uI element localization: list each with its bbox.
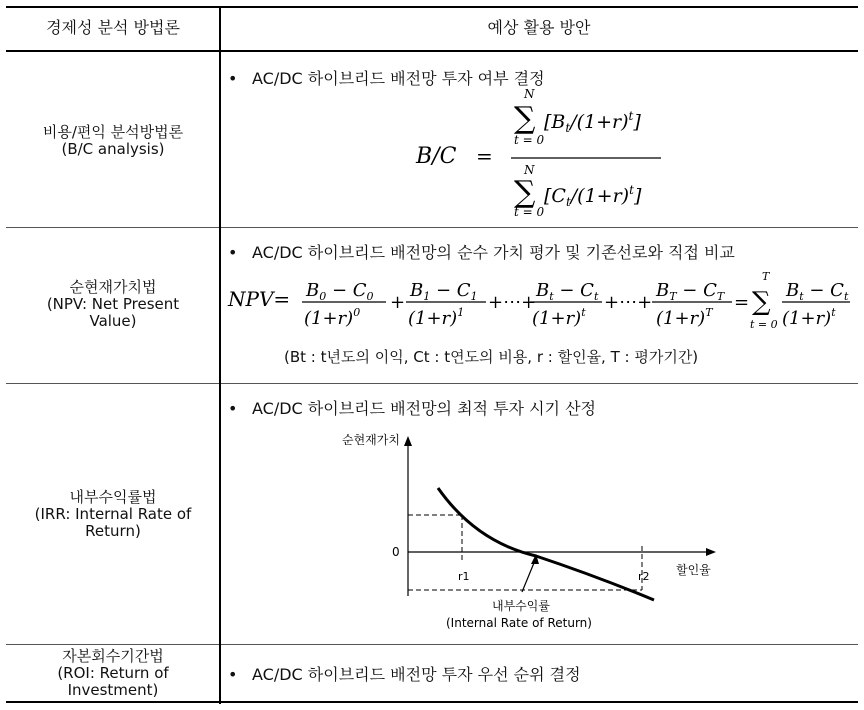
row-divider xyxy=(6,227,858,228)
y-axis-label: 순현재가치 xyxy=(342,433,400,447)
usage-roi xyxy=(228,662,581,685)
ellipsis: +⋯+ xyxy=(488,292,537,313)
term-numerator: $B_T - C_T$ xyxy=(656,280,725,303)
usage-npv xyxy=(228,240,735,263)
method-irr xyxy=(6,489,220,540)
sigma: ∑ xyxy=(514,101,536,136)
method-name-en: (IRR: Internal Rate of xyxy=(34,505,192,523)
header-usage: 예상 활용 방안 xyxy=(487,18,591,37)
row-divider xyxy=(6,644,858,645)
sum-upper: T xyxy=(762,270,770,283)
sigma: ∑ xyxy=(514,175,536,210)
bullet-symbol: • xyxy=(228,243,238,262)
row-divider xyxy=(6,383,858,384)
irr-chart xyxy=(326,424,726,634)
npv-curve xyxy=(438,488,654,600)
sum-upper: N xyxy=(524,163,535,177)
formula-lhs: B/C xyxy=(416,144,457,169)
term-denominator: $(1+r)^1$ xyxy=(408,306,465,329)
r1-label: r1 xyxy=(458,570,470,583)
bc-formula xyxy=(406,88,666,218)
formula-denominator: $[C_t/(1+r)^t]$ xyxy=(544,183,642,209)
x-axis-label: 할인율 xyxy=(676,563,711,577)
bullet-symbol: • xyxy=(228,69,238,88)
term-numerator: $B_1 - C_1$ xyxy=(410,280,478,303)
method-bc xyxy=(6,124,220,158)
bullet-symbol: • xyxy=(228,399,238,418)
method-name-en: (ROI: Return of xyxy=(57,664,169,682)
method-name: 내부수익률법 xyxy=(69,488,157,506)
method-name-en: Value) xyxy=(89,312,137,330)
zero-label: 0 xyxy=(392,545,400,559)
term-denominator: $(1+r)^T$ xyxy=(656,306,713,329)
sum-lower: t = 0 xyxy=(514,133,545,147)
equals-sign: = xyxy=(476,144,493,168)
ellipsis: +⋯+ xyxy=(604,292,653,313)
npv-lhs: NPV= xyxy=(228,287,291,311)
usage-text: AC/DC 하이브리드 배전망의 순수 가치 평가 및 기존선로와 직접 비교 xyxy=(252,243,735,262)
usage-irr xyxy=(228,396,596,419)
sum-lower: t = 0 xyxy=(750,318,778,331)
plus: + xyxy=(390,292,406,313)
sum-lower: t = 0 xyxy=(514,205,545,218)
analysis-table xyxy=(6,6,858,704)
sum-upper: N xyxy=(524,88,535,101)
term-numerator: $B_t - C_t$ xyxy=(536,280,599,303)
table-bottom-border xyxy=(6,701,858,703)
formula-numerator: $[B_t/(1+r)^t]$ xyxy=(544,109,641,135)
usage-text: AC/DC 하이브리드 배전망의 최적 투자 시기 산정 xyxy=(252,399,596,418)
method-name: 비용/편익 분석방법론 xyxy=(42,123,184,141)
term-denominator: $(1+r)^t$ xyxy=(782,306,836,329)
usage-bc xyxy=(228,66,545,89)
x-axis-arrow xyxy=(706,548,716,556)
method-name-en: Investment) xyxy=(67,681,159,699)
irr-label-en: (Internal Rate of Return) xyxy=(446,616,592,630)
y-axis-arrow xyxy=(404,436,412,446)
method-roi xyxy=(6,648,220,699)
r2-label: r2 xyxy=(638,570,650,583)
method-npv xyxy=(6,279,220,330)
method-name: 순현재가치법 xyxy=(69,278,157,296)
method-name-en: (NPV: Net Present xyxy=(46,295,180,313)
method-name: 자본회수기간법 xyxy=(62,647,164,665)
column-divider xyxy=(219,6,221,704)
equals-sign: = xyxy=(734,292,750,313)
method-name-en: (B/C analysis) xyxy=(61,140,165,158)
bullet-symbol: • xyxy=(228,665,238,684)
irr-label: 내부수익률 xyxy=(492,599,550,613)
term-denominator: $(1+r)^t$ xyxy=(532,306,586,329)
sigma: ∑ xyxy=(752,287,771,317)
usage-text: AC/DC 하이브리드 배전망 투자 여부 결정 xyxy=(252,69,545,88)
header-bottom-border xyxy=(6,50,858,52)
npv-note: (Bt : t년도의 이익, Ct : t연도의 비용, r : 할인율, T : 평가기간) xyxy=(284,348,699,366)
term-numerator: $B_0 - C_0$ xyxy=(306,280,374,303)
term-denominator: $(1+r)^0$ xyxy=(304,306,361,329)
method-name-en: Return) xyxy=(85,522,141,540)
header-method: 경제성 분석 방법론 xyxy=(46,18,180,37)
npv-formula xyxy=(224,268,854,338)
usage-text: AC/DC 하이브리드 배전망 투자 우선 순위 결정 xyxy=(252,665,581,684)
term-numerator: $B_t - C_t$ xyxy=(786,280,849,303)
